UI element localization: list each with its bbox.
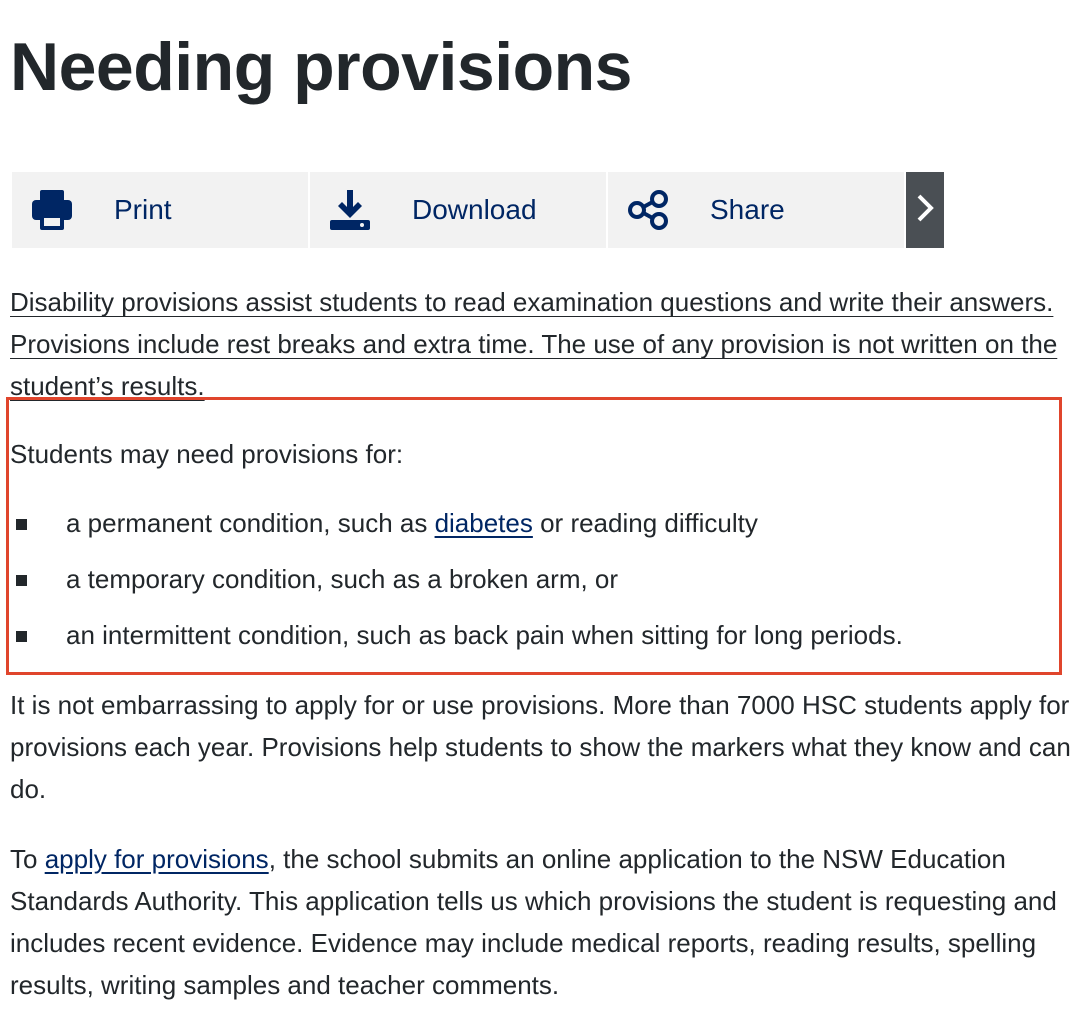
application-paragraph <box>10 838 1072 1006</box>
download-icon <box>326 186 374 234</box>
list-item <box>10 556 903 612</box>
page-actions-toolbar <box>12 172 944 248</box>
list-item <box>10 500 903 556</box>
provisions-lead: Students may need provisions for: <box>10 439 404 469</box>
bullet-square-icon <box>16 575 27 586</box>
list-item-text: a temporary condition, such as a broken arm, or <box>66 564 619 594</box>
share-button[interactable] <box>608 172 904 248</box>
bullet-square-icon <box>16 631 27 642</box>
print-button[interactable] <box>12 172 308 248</box>
share-icon <box>624 186 672 234</box>
list-item-text: or reading difficulty <box>532 508 758 538</box>
apply-for-provisions-link[interactable]: apply for provisions <box>44 844 269 874</box>
printer-icon <box>28 186 76 234</box>
provisions-list <box>10 500 903 668</box>
download-button[interactable] <box>310 172 606 248</box>
intro-paragraph: Disability provisions assist students to read examination questions and write their answers. Provisions include rest breaks and extra time. The use of any provision is not written on the student’s results. <box>10 287 1058 401</box>
page-title: Needing provisions <box>10 29 632 105</box>
download-label: Download <box>412 194 537 225</box>
toolbar-next-button[interactable] <box>906 172 944 248</box>
embarrassment-paragraph: It is not embarrassing to apply for or use provisions. More than 7000 HSC students apply for provisions each year. Provisions help students to show the markers what they know and can do. <box>10 690 1071 804</box>
list-item-text: a permanent condition, such as <box>66 508 435 538</box>
diabetes-link[interactable]: diabetes <box>434 508 533 538</box>
bullet-square-icon <box>16 519 27 530</box>
paragraph-text: , the school submits an online application to the NSW Education Standards Authority. This application tells us which provisions the student is requesting and includes recent evidence. Evidence may include medical reports, reading results, spelling results, writing samples and teacher comments. <box>10 844 1057 1000</box>
intro-section <box>10 281 1072 407</box>
share-label: Share <box>710 194 785 225</box>
list-item-text: an intermittent condition, such as back pain when sitting for long periods. <box>66 620 903 650</box>
print-label: Print <box>114 194 172 225</box>
chevron-right-icon <box>916 193 934 228</box>
list-item <box>10 612 903 668</box>
paragraph-text: To <box>10 844 45 874</box>
